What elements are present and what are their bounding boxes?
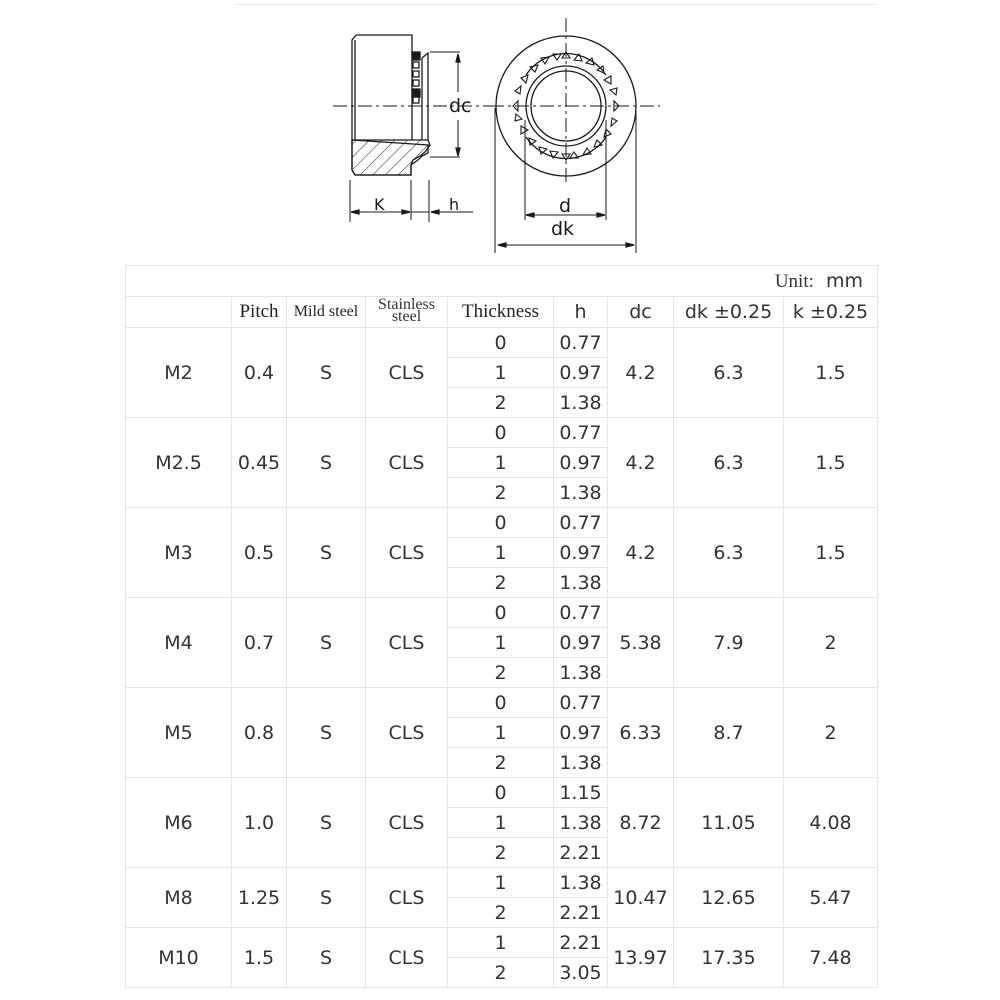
cell-pitch: 0.45 xyxy=(232,418,287,508)
stainless-line2: steel xyxy=(391,307,422,325)
cell-dc: 13.97 xyxy=(608,928,674,988)
header-thickness: Thickness xyxy=(448,297,554,328)
cell-k: 1.5 xyxy=(784,508,878,598)
cell-thickness: 2 xyxy=(448,838,554,868)
cell-stainless-steel: CLS xyxy=(366,598,448,688)
spec-table xyxy=(125,265,878,988)
front-view xyxy=(490,18,660,253)
cell-h: 0.97 xyxy=(554,718,608,748)
cell-h: 0.97 xyxy=(554,448,608,478)
cell-dk: 17.35 xyxy=(674,928,784,988)
cell-thickness: 1 xyxy=(448,358,554,388)
cell-thickness: 0 xyxy=(448,508,554,538)
cell-size: M10 xyxy=(126,928,232,988)
cell-h: 0.97 xyxy=(554,628,608,658)
table-row xyxy=(126,598,878,628)
k-label: K xyxy=(374,195,385,214)
cell-dk: 8.7 xyxy=(674,688,784,778)
cell-thickness: 0 xyxy=(448,328,554,358)
cell-h: 3.05 xyxy=(554,958,608,988)
cell-thickness: 1 xyxy=(448,448,554,478)
cell-size: M2.5 xyxy=(126,418,232,508)
header-row xyxy=(126,297,878,328)
cell-h: 0.77 xyxy=(554,598,608,628)
cell-h: 1.38 xyxy=(554,658,608,688)
cell-thickness: 0 xyxy=(448,418,554,448)
cell-stainless-steel: CLS xyxy=(366,778,448,868)
cell-h: 1.38 xyxy=(554,808,608,838)
cell-thickness: 1 xyxy=(448,538,554,568)
cell-h: 2.21 xyxy=(554,898,608,928)
cell-size: M2 xyxy=(126,328,232,418)
header-dc: dc xyxy=(608,297,674,328)
cell-size: M6 xyxy=(126,778,232,868)
cell-h: 1.15 xyxy=(554,778,608,808)
cell-dc: 10.47 xyxy=(608,868,674,928)
cell-size: M4 xyxy=(126,598,232,688)
cell-k: 2 xyxy=(784,598,878,688)
cell-pitch: 0.7 xyxy=(232,598,287,688)
cell-pitch: 0.4 xyxy=(232,328,287,418)
cell-h: 0.77 xyxy=(554,418,608,448)
cell-mild-steel: S xyxy=(287,778,366,868)
cell-thickness: 2 xyxy=(448,958,554,988)
cell-stainless-steel: CLS xyxy=(366,328,448,418)
cell-h: 1.38 xyxy=(554,748,608,778)
h-label: h xyxy=(449,195,460,214)
cell-dk: 6.3 xyxy=(674,328,784,418)
unit-cell xyxy=(126,266,878,297)
cell-mild-steel: S xyxy=(287,418,366,508)
cell-dk: 6.3 xyxy=(674,418,784,508)
cell-thickness: 1 xyxy=(448,628,554,658)
cell-dk: 7.9 xyxy=(674,598,784,688)
cell-h: 2.21 xyxy=(554,838,608,868)
cell-mild-steel: S xyxy=(287,598,366,688)
table-row xyxy=(126,418,878,448)
cell-k: 1.5 xyxy=(784,328,878,418)
dk-label: dk xyxy=(551,218,575,240)
cell-h: 1.38 xyxy=(554,388,608,418)
cell-mild-steel: S xyxy=(287,868,366,928)
nut-technical-drawing xyxy=(0,0,1000,262)
table-row xyxy=(126,868,878,898)
cell-dc: 4.2 xyxy=(608,508,674,598)
table-row xyxy=(126,778,878,808)
cell-pitch: 1.5 xyxy=(232,928,287,988)
cell-thickness: 2 xyxy=(448,478,554,508)
cell-pitch: 1.25 xyxy=(232,868,287,928)
unit-row xyxy=(126,266,878,297)
cell-mild-steel: S xyxy=(287,328,366,418)
cell-dc: 6.33 xyxy=(608,688,674,778)
cell-thickness: 2 xyxy=(448,568,554,598)
cell-thickness: 2 xyxy=(448,748,554,778)
cell-thickness: 1 xyxy=(448,718,554,748)
cell-thickness: 1 xyxy=(448,928,554,958)
cell-stainless-steel: CLS xyxy=(366,928,448,988)
cell-h: 1.38 xyxy=(554,568,608,598)
cell-mild-steel: S xyxy=(287,508,366,598)
cell-thickness: 2 xyxy=(448,658,554,688)
header-pitch: Pitch xyxy=(232,297,287,328)
cell-h: 1.38 xyxy=(554,868,608,898)
dc-label: dc xyxy=(449,95,472,117)
cell-h: 0.77 xyxy=(554,508,608,538)
header-k: k ±0.25 xyxy=(784,297,878,328)
cell-k: 1.5 xyxy=(784,418,878,508)
cell-h: 0.97 xyxy=(554,538,608,568)
table-row xyxy=(126,508,878,538)
cell-stainless-steel: CLS xyxy=(366,868,448,928)
cell-thickness: 0 xyxy=(448,598,554,628)
cell-k: 2 xyxy=(784,688,878,778)
cell-mild-steel: S xyxy=(287,688,366,778)
header-h: h xyxy=(554,297,608,328)
table-row xyxy=(126,928,878,958)
table-row xyxy=(126,328,878,358)
cell-dc: 8.72 xyxy=(608,778,674,868)
cell-h: 0.77 xyxy=(554,688,608,718)
side-view xyxy=(333,35,490,222)
cell-pitch: 1.0 xyxy=(232,778,287,868)
header-mild-steel: Mild steel xyxy=(287,297,366,328)
cell-thickness: 0 xyxy=(448,688,554,718)
header-dk: dk ±0.25 xyxy=(674,297,784,328)
d-label: d xyxy=(559,195,572,217)
table-row xyxy=(126,688,878,718)
cell-dc: 4.2 xyxy=(608,418,674,508)
unit-value: mm xyxy=(825,269,863,292)
cell-dc: 4.2 xyxy=(608,328,674,418)
cell-h: 2.21 xyxy=(554,928,608,958)
cell-k: 7.48 xyxy=(784,928,878,988)
header-stainless-steel xyxy=(366,297,448,328)
header-size xyxy=(126,297,232,328)
cell-k: 5.47 xyxy=(784,868,878,928)
cell-size: M8 xyxy=(126,868,232,928)
cell-k: 4.08 xyxy=(784,778,878,868)
cell-mild-steel: S xyxy=(287,928,366,988)
cell-h: 0.77 xyxy=(554,328,608,358)
cell-stainless-steel: CLS xyxy=(366,508,448,598)
cell-size: M5 xyxy=(126,688,232,778)
unit-label: Unit: xyxy=(774,270,814,292)
cell-stainless-steel: CLS xyxy=(366,688,448,778)
cell-thickness: 0 xyxy=(448,778,554,808)
cell-dk: 12.65 xyxy=(674,868,784,928)
cell-dk: 6.3 xyxy=(674,508,784,598)
cell-h: 0.97 xyxy=(554,358,608,388)
cell-thickness: 2 xyxy=(448,388,554,418)
cell-size: M3 xyxy=(126,508,232,598)
cell-pitch: 0.5 xyxy=(232,508,287,598)
cell-dc: 5.38 xyxy=(608,598,674,688)
cell-thickness: 2 xyxy=(448,898,554,928)
cell-thickness: 1 xyxy=(448,868,554,898)
cell-stainless-steel: CLS xyxy=(366,418,448,508)
cell-dk: 11.05 xyxy=(674,778,784,868)
stainless-line1: Stainless xyxy=(378,295,435,313)
cell-thickness: 1 xyxy=(448,808,554,838)
cell-h: 1.38 xyxy=(554,478,608,508)
cell-pitch: 0.8 xyxy=(232,688,287,778)
